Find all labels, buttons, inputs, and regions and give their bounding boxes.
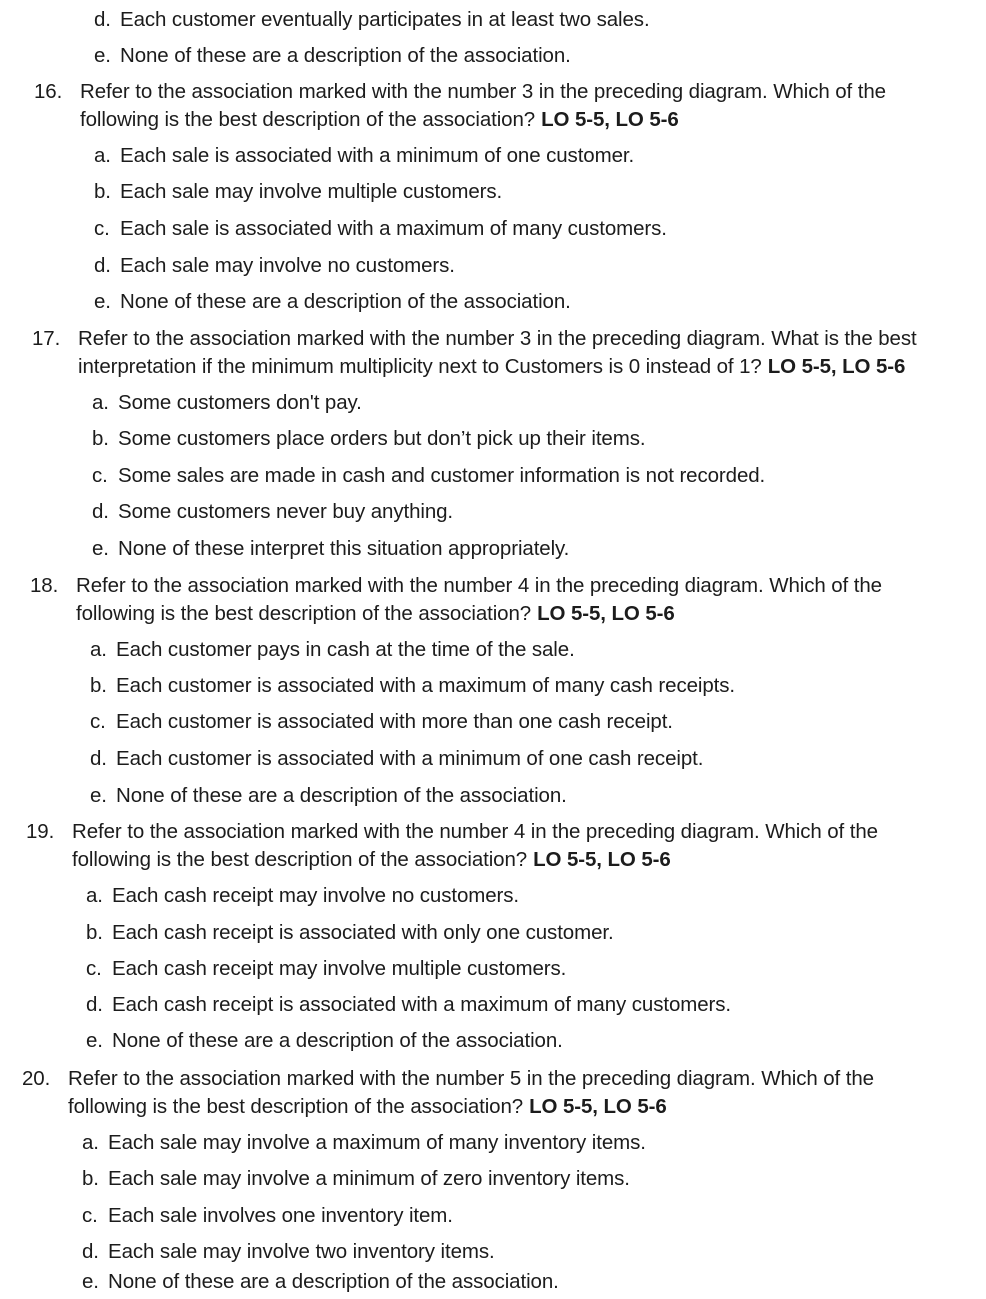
option-text: Each sale may involve two inventory items. (108, 1240, 495, 1263)
option-text: Each sale involves one inventory item. (108, 1204, 453, 1227)
option-letter: a. (86, 884, 103, 907)
option-b (82, 1165, 630, 1193)
option-text: Each sale is associated with a minimum of one customer. (120, 144, 635, 167)
option-text: Some customers don't pay. (118, 391, 362, 414)
question-text: following is the best description of the association? (68, 1095, 524, 1118)
question-16-stem-line2 (80, 106, 679, 134)
option-letter: a. (82, 1131, 99, 1154)
option-text: Each sale may involve a maximum of many inventory items. (108, 1131, 646, 1154)
option-a (94, 142, 634, 170)
question-20-stem-line2 (68, 1093, 667, 1121)
option-e (90, 782, 567, 810)
option-c (82, 1202, 453, 1230)
option-text: Each customer is associated with more than one cash receipt. (116, 710, 673, 733)
option-letter: b. (86, 921, 103, 944)
question-number: 16. (34, 80, 63, 103)
option-letter: a. (92, 391, 109, 414)
learning-objective: LO 5-5, LO 5-6 (533, 848, 671, 871)
question-number: 17. (32, 327, 61, 350)
question-17-stem-line1 (32, 325, 917, 353)
question-text: Refer to the association marked with the number 5 in the preceding diagram. Which of the (68, 1067, 874, 1090)
option-d (82, 1238, 495, 1266)
question-number: 20. (22, 1067, 51, 1090)
option-text: Each cash receipt may involve multiple customers. (112, 957, 567, 980)
option-text: None of these interpret this situation appropriately. (118, 537, 570, 560)
question-text: Refer to the association marked with the number 4 in the preceding diagram. Which of the (72, 820, 878, 843)
option-text: None of these are a description of the association. (116, 784, 567, 807)
question-text: following is the best description of the association? (76, 602, 532, 625)
option-text: None of these are a description of the association. (120, 44, 571, 67)
question-text: Refer to the association marked with the number 3 in the preceding diagram. What is the best (78, 327, 917, 350)
option-letter: e. (82, 1270, 99, 1293)
option-letter: b. (82, 1167, 99, 1190)
question-text: Refer to the association marked with the number 3 in the preceding diagram. Which of the (80, 80, 886, 103)
option-letter: c. (92, 464, 108, 487)
question-17-stem-line2 (78, 353, 905, 381)
option-letter: e. (94, 44, 111, 67)
question-text: following is the best description of the association? (72, 848, 528, 871)
question-19-stem-line1 (26, 818, 878, 846)
option-a (92, 389, 362, 417)
option-text: None of these are a description of the association. (120, 290, 571, 313)
option-text: Each cash receipt is associated with a maximum of many customers. (112, 993, 731, 1016)
option-letter: a. (90, 638, 107, 661)
option-text: Some customers never buy anything. (118, 500, 454, 523)
option-d (86, 991, 731, 1019)
learning-objective: LO 5-5, LO 5-6 (767, 355, 906, 378)
question-16-stem-line1 (34, 78, 886, 106)
option-text: Each sale is associated with a maximum of many customers. (120, 217, 667, 240)
option-text: Each cash receipt is associated with only one customer. (112, 921, 614, 944)
option-text: Each cash receipt may involve no customers. (112, 884, 520, 907)
option-letter: e. (92, 537, 109, 560)
option-text: Each sale may involve a minimum of zero inventory items. (108, 1167, 630, 1190)
option-b (86, 919, 614, 947)
option-letter: d. (90, 747, 107, 770)
option-text: None of these are a description of the association. (108, 1270, 559, 1293)
option-letter: d. (94, 254, 111, 277)
option-letter: d. (82, 1240, 99, 1263)
option-e (92, 535, 569, 563)
option-e (94, 42, 571, 70)
learning-objective: LO 5-5, LO 5-6 (529, 1095, 667, 1118)
option-e (86, 1027, 563, 1055)
option-a (90, 636, 575, 664)
option-e (94, 288, 571, 316)
option-text: None of these are a description of the association. (112, 1029, 563, 1052)
option-c (86, 955, 566, 983)
question-20-stem-line1 (22, 1065, 874, 1093)
option-letter: e. (94, 290, 111, 313)
option-text: Each customer is associated with a maximum of many cash receipts. (116, 674, 735, 697)
option-letter: b. (94, 180, 111, 203)
option-letter: d. (86, 993, 103, 1016)
option-c (92, 462, 765, 490)
question-number: 18. (30, 574, 59, 597)
option-c (90, 708, 673, 736)
learning-objective: LO 5-5, LO 5-6 (541, 108, 679, 131)
option-b (94, 178, 502, 206)
option-text: Some sales are made in cash and customer information is not recorded. (118, 464, 766, 487)
option-text: Each sale may involve multiple customers. (120, 180, 503, 203)
option-d (92, 498, 453, 526)
option-d (94, 6, 650, 34)
option-text: Each customer pays in cash at the time of the sale. (116, 638, 575, 661)
option-letter: d. (94, 8, 111, 31)
option-d (94, 252, 455, 280)
option-letter: e. (86, 1029, 103, 1052)
question-19-stem-line2 (72, 846, 671, 874)
option-b (90, 672, 735, 700)
option-letter: c. (86, 957, 102, 980)
option-text: Some customers place orders but don’t pick up their items. (118, 427, 646, 450)
option-letter: e. (90, 784, 107, 807)
learning-objective: LO 5-5, LO 5-6 (537, 602, 675, 625)
option-text: Each customer eventually participates in at least two sales. (120, 8, 650, 31)
question-number: 19. (26, 820, 55, 843)
option-d (90, 745, 703, 773)
option-letter: b. (90, 674, 107, 697)
question-18-stem-line1 (30, 572, 882, 600)
question-text: following is the best description of the association? (80, 108, 536, 131)
question-text: interpretation if the minimum multiplicity next to Customers is 0 instead of 1? (78, 355, 762, 378)
option-letter: c. (82, 1204, 98, 1227)
option-letter: b. (92, 427, 109, 450)
option-letter: a. (94, 144, 111, 167)
option-text: Each customer is associated with a minimum of one cash receipt. (116, 747, 704, 770)
option-e (82, 1268, 559, 1296)
option-a (86, 882, 519, 910)
option-a (82, 1129, 646, 1157)
option-text: Each sale may involve no customers. (120, 254, 455, 277)
option-letter: c. (90, 710, 106, 733)
option-c (94, 215, 667, 243)
option-b (92, 425, 645, 453)
question-18-stem-line2 (76, 600, 675, 628)
option-letter: c. (94, 217, 110, 240)
question-text: Refer to the association marked with the number 4 in the preceding diagram. Which of the (76, 574, 882, 597)
option-letter: d. (92, 500, 109, 523)
